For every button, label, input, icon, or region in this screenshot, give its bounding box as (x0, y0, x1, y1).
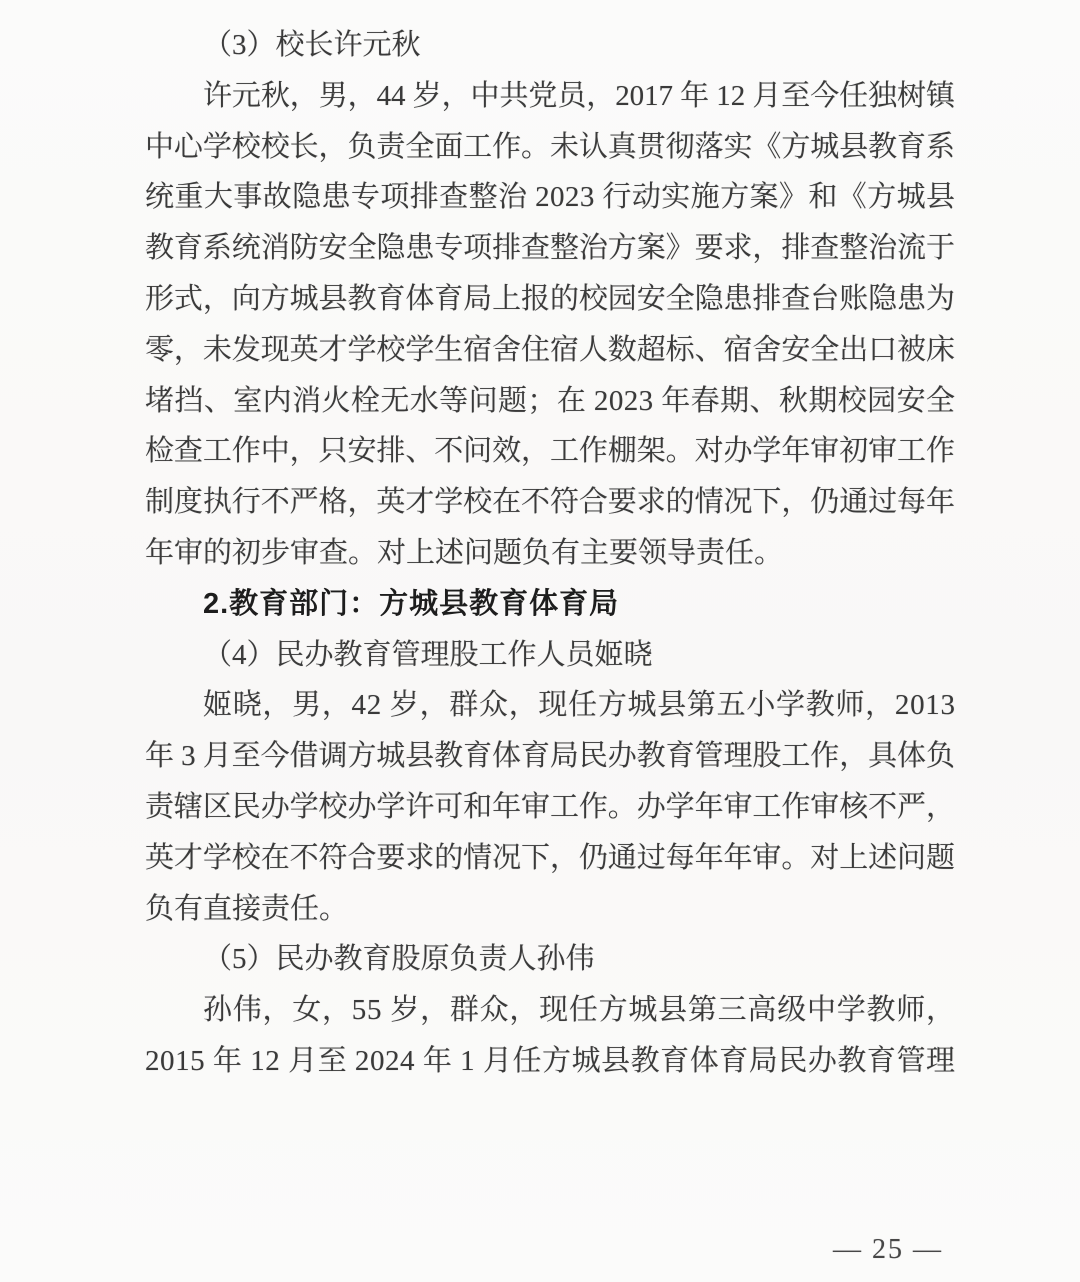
body-text: 许元秋，男，44 岁，中共党员，2017 年 12 月至今任独树镇 (203, 79, 955, 112)
body-line (145, 376, 955, 427)
subitem-heading-3 (145, 20, 955, 71)
body-text: 英才学校在不符合要求的情况下，仍通过每年年审。对上述问题 (145, 841, 955, 874)
body-line (145, 426, 955, 477)
body-text: 年 3 月至今借调方城县教育体育局民办教育管理股工作，具体负 (145, 740, 955, 773)
body-text: 中心学校校长，负责全面工作。未认真贯彻落实《方城县教育系 (145, 130, 955, 163)
body-line (145, 680, 955, 731)
body-line (145, 833, 955, 884)
section-heading-2 (145, 579, 955, 630)
body-line (145, 274, 955, 325)
body-line (145, 884, 955, 935)
body-text: 2015 年 12 月至 2024 年 1 月任方城县教育体育局民办教育管理 (145, 1044, 956, 1077)
body-text: 姬晓，男，42 岁，群众，现任方城县第五小学教师，2013 (203, 689, 956, 722)
body-line (145, 223, 955, 274)
body-text: 责辖区民办学校办学许可和年审工作。办学年审工作审核不严， (145, 790, 955, 823)
body-text: 形式，向方城县教育体育局上报的校园安全隐患排查台账隐患为 (145, 282, 955, 315)
heading-text: （5）民办教育股原负责人孙伟 (203, 943, 595, 976)
body-line (145, 477, 955, 528)
body-line (145, 122, 955, 173)
body-line (145, 1036, 955, 1087)
subitem-heading-4 (145, 630, 955, 681)
subitem-heading-5 (145, 934, 955, 985)
body-text: 制度执行不严格，英才学校在不符合要求的情况下，仍通过每年 (145, 486, 955, 519)
body-text: 统重大事故隐患专项排查整治 2023 行动实施方案》和《方城县 (145, 181, 956, 214)
body-line (145, 985, 955, 1036)
body-text: 堵挡、室内消火栓无水等问题；在 2023 年春期、秋期校园安全 (145, 384, 956, 417)
body-text: 检查工作中，只安排、不问效，工作棚架。对办学年审初审工作 (145, 435, 955, 468)
body-text: 年审的初步审查。对上述问题负有主要领导责任。 (145, 536, 784, 569)
body-line (145, 731, 955, 782)
body-line (145, 71, 955, 122)
body-text: 教育系统消防安全隐患专项排查整治方案》要求，排查整治流于 (145, 232, 955, 265)
body-line (145, 528, 955, 579)
body-line (145, 325, 955, 376)
body-text: 孙伟，女，55 岁，群众，现任方城县第三高级中学教师， (203, 994, 956, 1027)
body-line (145, 782, 955, 833)
heading-text: （4）民办教育管理股工作人员姬晓 (203, 638, 653, 671)
page-number: — 25 — (833, 1234, 943, 1265)
heading-text: （3）校长许元秋 (203, 29, 421, 61)
heading-text: 2.教育部门：方城县教育体育局 (203, 587, 620, 620)
body-line (145, 172, 955, 223)
body-text: 零，未发现英才学校学生宿舍住宿人数超标、宿舍安全出口被床 (145, 333, 955, 366)
body-text: 负有直接责任。 (145, 892, 349, 925)
document-text-block (145, 20, 955, 1087)
